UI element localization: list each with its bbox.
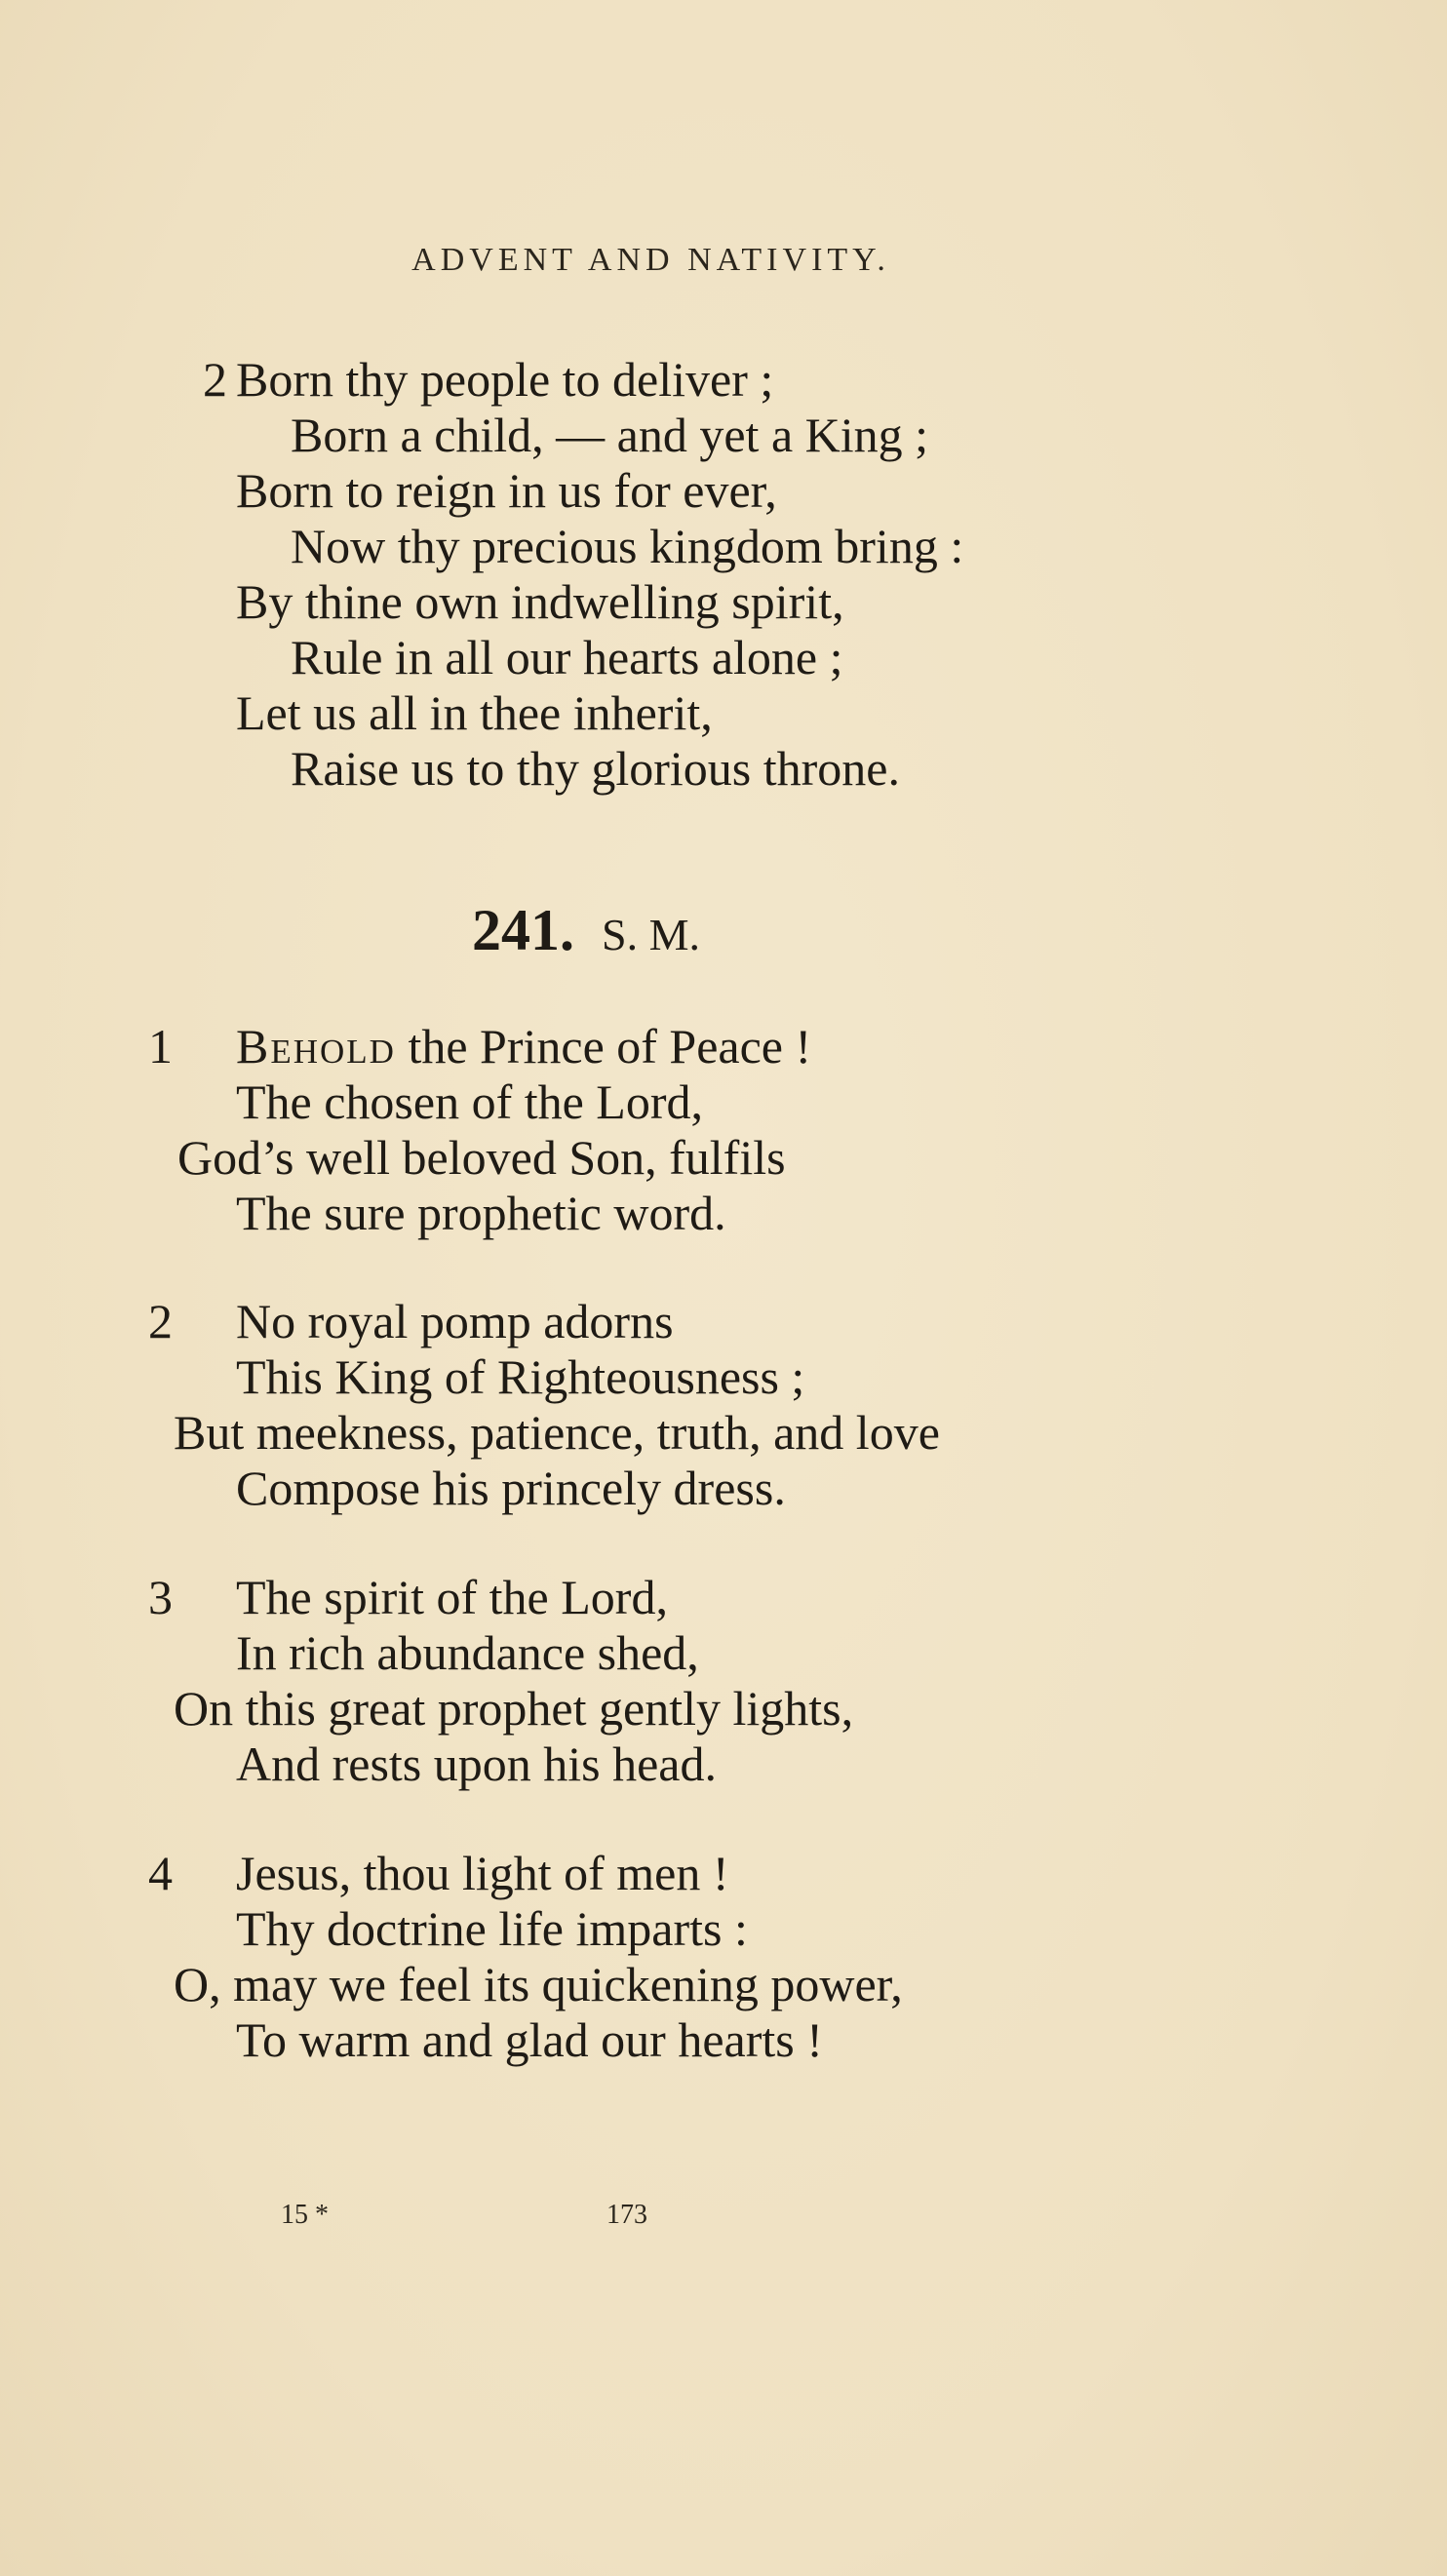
verse-line: But meekness, patience, truth, and love <box>174 1405 940 1460</box>
verse-line: Born a child, — and yet a King ; <box>291 408 929 462</box>
hymn-meter: S. M. <box>602 910 700 959</box>
verse-line: Born to reign in us for ever, <box>236 463 777 518</box>
verse-line: The sure prophetic word. <box>236 1186 726 1240</box>
verse-line: Jesus, thou light of men ! <box>236 1846 729 1900</box>
verse-line: Compose his princely dress. <box>236 1461 786 1515</box>
verse-line: O, may we feel its quickening power, <box>174 1957 903 2011</box>
verse-number: 2 <box>148 1294 173 1348</box>
verse-line: God’s well beloved Son, fulfils <box>177 1130 786 1185</box>
signature-mark: 15 * <box>281 2200 329 2230</box>
verse-line: Born thy people to deliver ; <box>236 352 774 407</box>
verse-line <box>236 1019 812 1073</box>
verse-line: Thy doctrine life imparts : <box>236 1901 748 1956</box>
verse-line: Now thy precious kingdom bring : <box>291 519 964 573</box>
verse-number: 4 <box>148 1846 173 1900</box>
verse-line: In rich abundance shed, <box>236 1625 699 1680</box>
hymn-number: 241. <box>472 898 574 962</box>
verse-line: The chosen of the Lord, <box>236 1074 704 1129</box>
verse-line: This King of Righteousness ; <box>236 1349 805 1404</box>
verse-number: 2 <box>203 352 227 407</box>
hymn-heading <box>472 898 700 962</box>
running-head: ADVENT AND NATIVITY. <box>411 242 890 278</box>
verse-line: Raise us to thy glorious throne. <box>291 741 900 796</box>
first-word: Behold <box>236 1019 396 1073</box>
verse-number: 1 <box>148 1019 173 1073</box>
verse-line: To warm and glad our hearts ! <box>236 2012 823 2067</box>
verse-line: No royal pomp adorns <box>236 1294 674 1348</box>
page-number: 173 <box>606 2200 647 2230</box>
verse-line: And rests upon his head. <box>236 1737 717 1791</box>
verse-line: The spirit of the Lord, <box>236 1570 668 1624</box>
verse-line: Let us all in thee inherit, <box>236 685 713 740</box>
first-line-rest: the Prince of Peace ! <box>395 1019 812 1073</box>
verse-line: On this great prophet gently lights, <box>174 1681 854 1736</box>
verse-line: By thine own indwelling spirit, <box>236 574 844 629</box>
verse-line: Rule in all our hearts alone ; <box>291 630 843 684</box>
verse-number: 3 <box>148 1570 173 1624</box>
